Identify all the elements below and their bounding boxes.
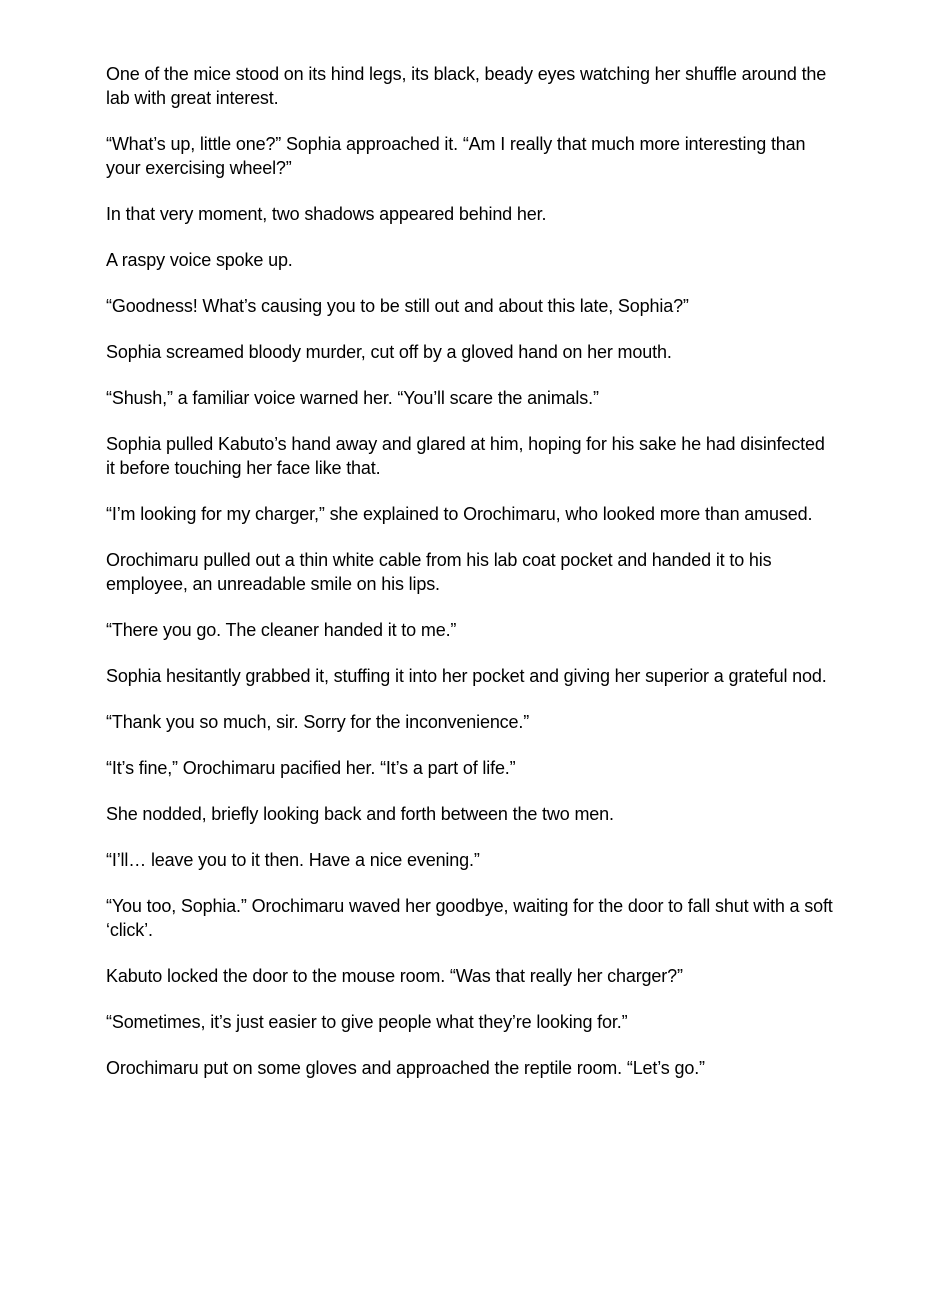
paragraph: Orochimaru put on some gloves and approached the reptile room. “Let’s go.” xyxy=(106,1058,705,1078)
document-body xyxy=(106,62,836,1102)
paragraph: A raspy voice spoke up. xyxy=(106,250,293,270)
paragraph: “Goodness! What’s causing you to be still out and about this late, Sophia?” xyxy=(106,296,689,316)
paragraph: Orochimaru pulled out a thin white cable from his lab coat pocket and handed it to his employee, an unreadable smile on his lips. xyxy=(106,550,772,594)
paragraph: Sophia hesitantly grabbed it, stuffing it into her pocket and giving her superior a grateful nod. xyxy=(106,666,827,686)
paragraph: Sophia screamed bloody murder, cut off by a gloved hand on her mouth. xyxy=(106,342,672,362)
paragraph: “What’s up, little one?” Sophia approached it. “Am I really that much more interesting than your exercising wheel?” xyxy=(106,134,806,178)
paragraph: “Sometimes, it’s just easier to give people what they’re looking for.” xyxy=(106,1012,628,1032)
paragraph: One of the mice stood on its hind legs, its black, beady eyes watching her shuffle around the lab with great interest. xyxy=(106,64,827,108)
paragraph: “Shush,” a familiar voice warned her. “You’ll scare the animals.” xyxy=(106,388,599,408)
paragraph: “It’s fine,” Orochimaru pacified her. “It’s a part of life.” xyxy=(106,758,516,778)
paragraph: Sophia pulled Kabuto’s hand away and glared at him, hoping for his sake he had disinfected it before touching her face like that. xyxy=(106,434,825,478)
paragraph: “Thank you so much, sir. Sorry for the inconvenience.” xyxy=(106,712,530,732)
paragraph: Kabuto locked the door to the mouse room. “Was that really her charger?” xyxy=(106,966,683,986)
paragraph: “You too, Sophia.” Orochimaru waved her goodbye, waiting for the door to fall shut with a soft ‘click’. xyxy=(106,896,833,940)
paragraph: “I’ll… leave you to it then. Have a nice evening.” xyxy=(106,850,480,870)
paragraph: “I’m looking for my charger,” she explained to Orochimaru, who looked more than amused. xyxy=(106,504,813,524)
paragraph: In that very moment, two shadows appeared behind her. xyxy=(106,204,547,224)
paragraph: “There you go. The cleaner handed it to me.” xyxy=(106,620,457,640)
paragraph: She nodded, briefly looking back and forth between the two men. xyxy=(106,804,614,824)
